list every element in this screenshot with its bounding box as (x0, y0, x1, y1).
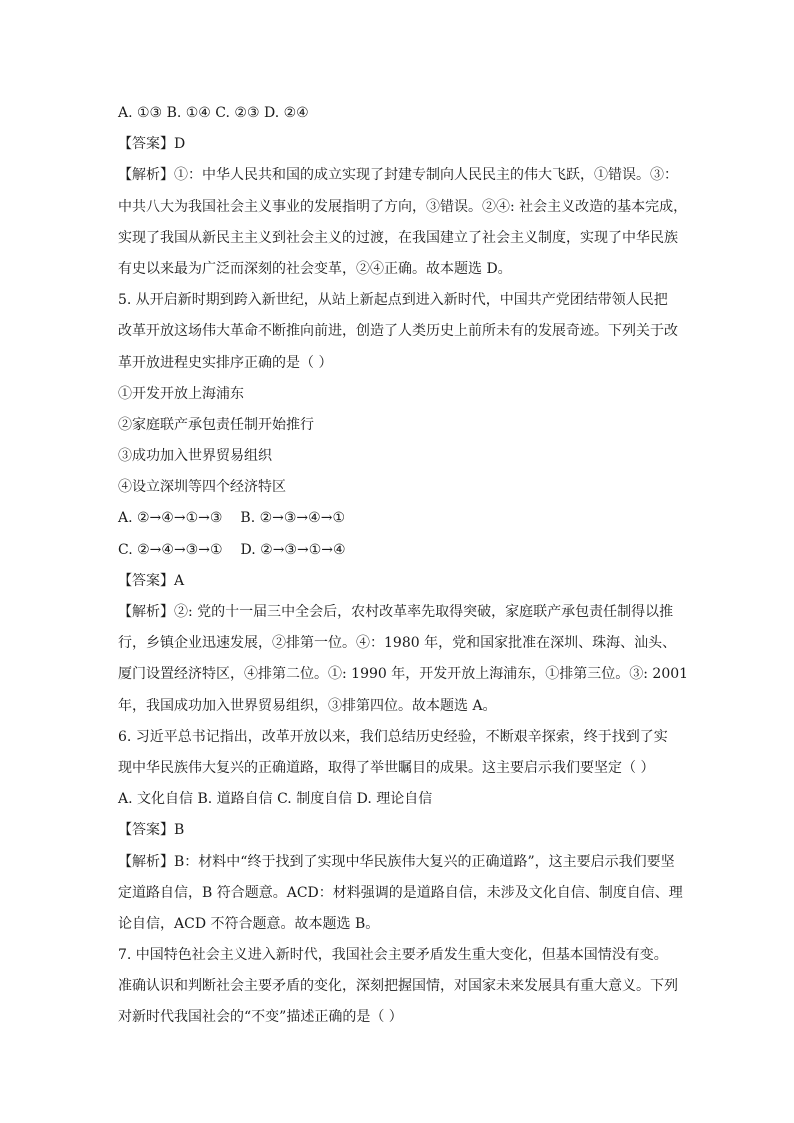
q6-analysis-line: 定道路自信，B 符合题意。ACD：材料强调的是道路自信，未涉及文化自信、制度自信、理 (118, 884, 683, 901)
q5-analysis (118, 597, 689, 722)
q5-analysis-line: 行，乡镇企业迅速发展，②排第一位。④：1980 年，党和国家批准在深圳、珠海、汕头、 (118, 635, 677, 652)
q5-option-b: B. ②→③→④→① (240, 510, 345, 527)
q5-stem-line: 革开放进程史实排序正确的是（ ） (118, 354, 333, 371)
q5-option-c: C. ②→④→③→① (118, 541, 223, 558)
q5-item: ①开发开放上海浦东 (118, 385, 244, 402)
q5-answer: 【答案】A (118, 572, 185, 589)
q4-analysis (118, 160, 688, 285)
q5-item: ②家庭联产承包责任制开始推行 (118, 416, 314, 433)
q5-items (118, 379, 684, 504)
q7-stem-line: 7. 中国特色社会主义进入新时代，我国社会主要矛盾发生重大变化，但基本国情没有变。 (118, 947, 668, 964)
q6-answer: 【答案】B (118, 822, 185, 839)
q6-stem (118, 722, 684, 784)
q5-stem-line: 5. 从开启新时期到跨入新世纪，从站上新起点到进入新时代，中国共产党团结带领人民把 (118, 292, 668, 309)
q7-stem (118, 940, 684, 1034)
q6-analysis-line: 【解析】B：材料中“终于找到了实现中华民族伟大复兴的正确道路”，这主要启示我们要坚 (118, 853, 675, 870)
q5-item: ③成功加入世界贸易组织 (118, 448, 272, 465)
q5-stem (118, 285, 684, 379)
q7-stem-line: 准确认识和判断社会主要矛盾的变化，深刻把握国情，对国家未来发展具有重大意义。下列 (118, 978, 678, 995)
q6-options: A. 文化自信 B. 道路自信 C. 制度自信 D. 理论自信 (118, 791, 433, 808)
q4-analysis-line: 有史以来最为广泛而深刻的社会变革，②④正确。故本题选 D。 (118, 260, 512, 277)
q4-analysis-line: 实现了我国从新民主主义到社会主义的过渡，在我国建立了社会主义制度，实现了中华民族 (118, 229, 678, 246)
q6-stem-line: 现中华民族伟大复兴的正确道路，取得了举世瞩目的成果。这主要启示我们要坚定（ ） (118, 759, 655, 776)
q6-analysis-line: 论自信，ACD 不符合题意。故本题选 B。 (118, 915, 380, 932)
q4-answer: 【答案】D (118, 136, 186, 153)
q4-analysis-line: 中共八大为我国社会主义事业的发展指明了方向，③错误。②④: 社会主义改造的基本完成， (118, 198, 688, 215)
q7-stem-line: 对新时代我国社会的“不变”描述正确的是（ ） (118, 1009, 403, 1026)
q5-analysis-line: 厦门设置经济特区，④排第二位。①: 1990 年，开发开放上海浦东，①排第三位。③: 2001 (118, 666, 689, 683)
q5-stem-line: 改革开放这场伟大革命不断推向前进，创造了人类历史上前所未有的发展奇迹。下列关于改 (118, 323, 678, 340)
q5-options-row (118, 503, 684, 534)
q5-item: ④设立深圳等四个经济特区 (118, 479, 286, 496)
q5-option-a: A. ②→④→①→③ (118, 510, 223, 527)
q4-analysis-line: 【解析】①：中华人民共和国的成立实现了封建专制向人民民主的伟大飞跃，①错误。③： (118, 167, 678, 184)
q5-analysis-line: 【解析】②: 党的十一届三中全会后，农村改革率先取得突破，家庭联产承包责任制得以推 (118, 604, 674, 620)
q5-options-row (118, 535, 684, 566)
q6-analysis (118, 847, 684, 941)
q4-options: A. ①③ B. ①④ C. ②③ D. ②④ (118, 105, 309, 121)
q5-analysis-line: 年，我国成功加入世界贸易组织，③排第四位。故本题选 A。 (118, 697, 497, 714)
q5-option-d: D. ②→③→①→④ (240, 541, 346, 558)
q6-stem-line: 6. 习近平总书记指出，改革开放以来，我们总结历史经验，不断艰辛探索，终于找到了实 (118, 728, 668, 745)
document-page (118, 98, 689, 1034)
